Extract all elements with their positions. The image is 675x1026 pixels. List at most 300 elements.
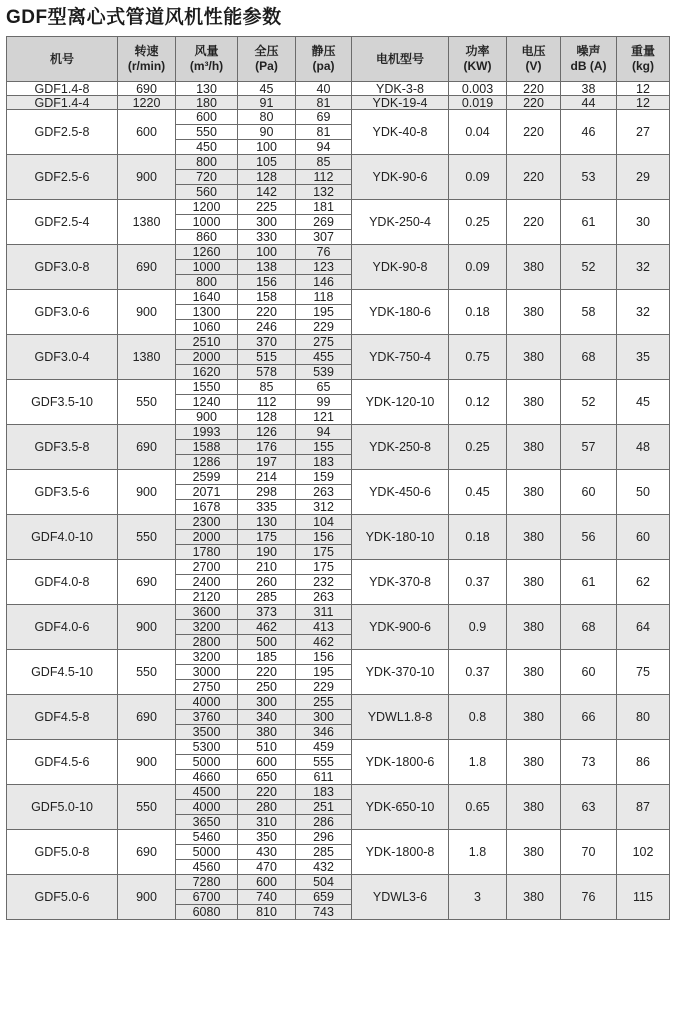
header-flow: 风量 (m³/h) (176, 37, 238, 82)
power-cell: 0.37 (449, 560, 507, 605)
flow-cell: 2400 (176, 575, 238, 590)
flow-cell: 3200 (176, 650, 238, 665)
flow-cell: 5460 (176, 830, 238, 845)
noise-cell: 60 (561, 650, 617, 695)
static-pressure-cell: 232 (296, 575, 352, 590)
flow-cell: 1240 (176, 395, 238, 410)
static-pressure-cell: 263 (296, 590, 352, 605)
power-cell: 0.37 (449, 650, 507, 695)
motor-cell: YDK-3-8 (352, 82, 449, 96)
flow-cell: 720 (176, 170, 238, 185)
flow-cell: 1620 (176, 365, 238, 380)
power-cell: 1.8 (449, 830, 507, 875)
total-pressure-cell: 210 (238, 560, 296, 575)
static-pressure-cell: 85 (296, 155, 352, 170)
weight-cell: 50 (617, 470, 670, 515)
static-pressure-cell: 311 (296, 605, 352, 620)
total-pressure-cell: 260 (238, 575, 296, 590)
flow-cell: 1000 (176, 215, 238, 230)
speed-cell: 1380 (118, 200, 176, 245)
flow-cell: 2510 (176, 335, 238, 350)
flow-cell: 1678 (176, 500, 238, 515)
static-pressure-cell: 195 (296, 665, 352, 680)
header-weight: 重量 (kg) (617, 37, 670, 82)
voltage-cell: 380 (507, 380, 561, 425)
static-pressure-cell: 155 (296, 440, 352, 455)
static-pressure-cell: 81 (296, 125, 352, 140)
power-cell: 0.09 (449, 155, 507, 200)
total-pressure-cell: 220 (238, 785, 296, 800)
motor-cell: YDK-250-8 (352, 425, 449, 470)
flow-cell: 3200 (176, 620, 238, 635)
motor-cell: YDK-1800-8 (352, 830, 449, 875)
model-cell: GDF3.5-6 (7, 470, 118, 515)
noise-cell: 56 (561, 515, 617, 560)
weight-cell: 80 (617, 695, 670, 740)
voltage-cell: 380 (507, 785, 561, 830)
header-motor: 电机型号 (352, 37, 449, 82)
static-pressure-cell: 255 (296, 695, 352, 710)
flow-cell: 800 (176, 155, 238, 170)
motor-cell: YDK-370-10 (352, 650, 449, 695)
total-pressure-cell: 373 (238, 605, 296, 620)
header-voltage: 电压 (V) (507, 37, 561, 82)
weight-cell: 29 (617, 155, 670, 200)
weight-cell: 12 (617, 96, 670, 110)
motor-cell: YDK-1800-6 (352, 740, 449, 785)
weight-cell: 27 (617, 110, 670, 155)
header-speed: 转速 (r/min) (118, 37, 176, 82)
weight-cell: 86 (617, 740, 670, 785)
static-pressure-cell: 300 (296, 710, 352, 725)
speed-cell: 900 (118, 740, 176, 785)
speed-cell: 900 (118, 470, 176, 515)
flow-cell: 1060 (176, 320, 238, 335)
power-cell: 0.09 (449, 245, 507, 290)
noise-cell: 63 (561, 785, 617, 830)
table-row (7, 605, 670, 620)
total-pressure-cell: 300 (238, 215, 296, 230)
total-pressure-cell: 250 (238, 680, 296, 695)
model-cell: GDF1.4-4 (7, 96, 118, 110)
model-cell: GDF3.0-8 (7, 245, 118, 290)
motor-cell: YDWL1.8-8 (352, 695, 449, 740)
static-pressure-cell: 286 (296, 815, 352, 830)
static-pressure-cell: 462 (296, 635, 352, 650)
flow-cell: 3650 (176, 815, 238, 830)
noise-cell: 70 (561, 830, 617, 875)
noise-cell: 53 (561, 155, 617, 200)
static-pressure-cell: 175 (296, 545, 352, 560)
table-row (7, 785, 670, 800)
table-body (7, 82, 670, 920)
voltage-cell: 380 (507, 695, 561, 740)
flow-cell: 5000 (176, 845, 238, 860)
static-pressure-cell: 539 (296, 365, 352, 380)
table-row (7, 875, 670, 890)
speed-cell: 900 (118, 605, 176, 650)
total-pressure-cell: 112 (238, 395, 296, 410)
weight-cell: 48 (617, 425, 670, 470)
voltage-cell: 380 (507, 830, 561, 875)
motor-cell: YDWL3-6 (352, 875, 449, 920)
power-cell: 0.8 (449, 695, 507, 740)
flow-cell: 560 (176, 185, 238, 200)
static-pressure-cell: 159 (296, 470, 352, 485)
model-cell: GDF4.0-8 (7, 560, 118, 605)
weight-cell: 60 (617, 515, 670, 560)
flow-cell: 1260 (176, 245, 238, 260)
speed-cell: 690 (118, 425, 176, 470)
noise-cell: 76 (561, 875, 617, 920)
speed-cell: 900 (118, 290, 176, 335)
total-pressure-cell: 810 (238, 905, 296, 920)
noise-cell: 61 (561, 560, 617, 605)
flow-cell: 3500 (176, 725, 238, 740)
total-pressure-cell: 600 (238, 755, 296, 770)
weight-cell: 64 (617, 605, 670, 650)
motor-cell: YDK-750-4 (352, 335, 449, 380)
total-pressure-cell: 462 (238, 620, 296, 635)
static-pressure-cell: 413 (296, 620, 352, 635)
static-pressure-cell: 65 (296, 380, 352, 395)
table-row (7, 470, 670, 485)
total-pressure-cell: 175 (238, 530, 296, 545)
noise-cell: 57 (561, 425, 617, 470)
model-cell: GDF3.0-6 (7, 290, 118, 335)
motor-cell: YDK-180-10 (352, 515, 449, 560)
speed-cell: 1380 (118, 335, 176, 380)
total-pressure-cell: 470 (238, 860, 296, 875)
motor-cell: YDK-40-8 (352, 110, 449, 155)
weight-cell: 75 (617, 650, 670, 695)
motor-cell: YDK-90-8 (352, 245, 449, 290)
static-pressure-cell: 94 (296, 140, 352, 155)
speed-cell: 690 (118, 560, 176, 605)
model-cell: GDF5.0-6 (7, 875, 118, 920)
total-pressure-cell: 340 (238, 710, 296, 725)
flow-cell: 2800 (176, 635, 238, 650)
total-pressure-cell: 80 (238, 110, 296, 125)
static-pressure-cell: 156 (296, 650, 352, 665)
total-pressure-cell: 91 (238, 96, 296, 110)
total-pressure-cell: 126 (238, 425, 296, 440)
table-row (7, 740, 670, 755)
voltage-cell: 380 (507, 650, 561, 695)
noise-cell: 61 (561, 200, 617, 245)
flow-cell: 450 (176, 140, 238, 155)
static-pressure-cell: 285 (296, 845, 352, 860)
model-cell: GDF4.5-6 (7, 740, 118, 785)
table-row (7, 515, 670, 530)
flow-cell: 5000 (176, 755, 238, 770)
model-cell: GDF3.5-10 (7, 380, 118, 425)
total-pressure-cell: 100 (238, 245, 296, 260)
voltage-cell: 380 (507, 875, 561, 920)
weight-cell: 102 (617, 830, 670, 875)
total-pressure-cell: 330 (238, 230, 296, 245)
flow-cell: 5300 (176, 740, 238, 755)
voltage-cell: 220 (507, 155, 561, 200)
model-cell: GDF5.0-8 (7, 830, 118, 875)
table-row (7, 695, 670, 710)
motor-cell: YDK-19-4 (352, 96, 449, 110)
static-pressure-cell: 659 (296, 890, 352, 905)
flow-cell: 2071 (176, 485, 238, 500)
total-pressure-cell: 138 (238, 260, 296, 275)
static-pressure-cell: 183 (296, 785, 352, 800)
speed-cell: 600 (118, 110, 176, 155)
static-pressure-cell: 263 (296, 485, 352, 500)
power-cell: 1.8 (449, 740, 507, 785)
flow-cell: 800 (176, 275, 238, 290)
noise-cell: 68 (561, 605, 617, 650)
total-pressure-cell: 85 (238, 380, 296, 395)
total-pressure-cell: 225 (238, 200, 296, 215)
power-cell: 0.25 (449, 425, 507, 470)
static-pressure-cell: 175 (296, 560, 352, 575)
noise-cell: 66 (561, 695, 617, 740)
table-row (7, 650, 670, 665)
flow-cell: 1300 (176, 305, 238, 320)
motor-cell: YDK-900-6 (352, 605, 449, 650)
total-pressure-cell: 105 (238, 155, 296, 170)
flow-cell: 1000 (176, 260, 238, 275)
table-row (7, 96, 670, 110)
model-cell: GDF4.5-8 (7, 695, 118, 740)
total-pressure-cell: 650 (238, 770, 296, 785)
total-pressure-cell: 176 (238, 440, 296, 455)
noise-cell: 46 (561, 110, 617, 155)
power-cell: 0.75 (449, 335, 507, 380)
flow-cell: 3760 (176, 710, 238, 725)
static-pressure-cell: 195 (296, 305, 352, 320)
speed-cell: 690 (118, 695, 176, 740)
weight-cell: 12 (617, 82, 670, 96)
speed-cell: 900 (118, 155, 176, 200)
motor-cell: YDK-250-4 (352, 200, 449, 245)
flow-cell: 900 (176, 410, 238, 425)
flow-cell: 4000 (176, 800, 238, 815)
voltage-cell: 380 (507, 290, 561, 335)
table-row (7, 155, 670, 170)
header-noise: 噪声 dB (A) (561, 37, 617, 82)
power-cell: 0.003 (449, 82, 507, 96)
weight-cell: 32 (617, 290, 670, 335)
weight-cell: 30 (617, 200, 670, 245)
static-pressure-cell: 229 (296, 680, 352, 695)
motor-cell: YDK-370-8 (352, 560, 449, 605)
speed-cell: 550 (118, 515, 176, 560)
total-pressure-cell: 142 (238, 185, 296, 200)
table-row (7, 830, 670, 845)
flow-cell: 130 (176, 82, 238, 96)
static-pressure-cell: 118 (296, 290, 352, 305)
total-pressure-cell: 90 (238, 125, 296, 140)
model-cell: GDF2.5-8 (7, 110, 118, 155)
voltage-cell: 220 (507, 96, 561, 110)
speed-cell: 550 (118, 785, 176, 830)
speed-cell: 1220 (118, 96, 176, 110)
static-pressure-cell: 555 (296, 755, 352, 770)
flow-cell: 2700 (176, 560, 238, 575)
static-pressure-cell: 743 (296, 905, 352, 920)
total-pressure-cell: 214 (238, 470, 296, 485)
total-pressure-cell: 600 (238, 875, 296, 890)
flow-cell: 2000 (176, 530, 238, 545)
static-pressure-cell: 269 (296, 215, 352, 230)
static-pressure-cell: 229 (296, 320, 352, 335)
total-pressure-cell: 280 (238, 800, 296, 815)
noise-cell: 52 (561, 380, 617, 425)
flow-cell: 1200 (176, 200, 238, 215)
total-pressure-cell: 128 (238, 170, 296, 185)
power-cell: 0.18 (449, 515, 507, 560)
speed-cell: 690 (118, 245, 176, 290)
total-pressure-cell: 515 (238, 350, 296, 365)
flow-cell: 3000 (176, 665, 238, 680)
fan-performance-table (6, 36, 670, 920)
static-pressure-cell: 132 (296, 185, 352, 200)
model-cell: GDF4.0-10 (7, 515, 118, 560)
total-pressure-cell: 430 (238, 845, 296, 860)
table-row (7, 425, 670, 440)
flow-cell: 4000 (176, 695, 238, 710)
total-pressure-cell: 197 (238, 455, 296, 470)
header-power: 功率 (KW) (449, 37, 507, 82)
total-pressure-cell: 156 (238, 275, 296, 290)
noise-cell: 44 (561, 96, 617, 110)
weight-cell: 32 (617, 245, 670, 290)
voltage-cell: 380 (507, 605, 561, 650)
table-row (7, 200, 670, 215)
flow-cell: 4560 (176, 860, 238, 875)
voltage-cell: 380 (507, 515, 561, 560)
model-cell: GDF1.4-8 (7, 82, 118, 96)
voltage-cell: 220 (507, 200, 561, 245)
static-pressure-cell: 183 (296, 455, 352, 470)
weight-cell: 115 (617, 875, 670, 920)
table-row (7, 245, 670, 260)
flow-cell: 2599 (176, 470, 238, 485)
header-static-pressure: 静压 (pa) (296, 37, 352, 82)
flow-cell: 2000 (176, 350, 238, 365)
static-pressure-cell: 346 (296, 725, 352, 740)
speed-cell: 690 (118, 82, 176, 96)
model-cell: GDF3.5-8 (7, 425, 118, 470)
voltage-cell: 380 (507, 470, 561, 515)
static-pressure-cell: 81 (296, 96, 352, 110)
table-row (7, 335, 670, 350)
total-pressure-cell: 185 (238, 650, 296, 665)
total-pressure-cell: 220 (238, 305, 296, 320)
total-pressure-cell: 128 (238, 410, 296, 425)
static-pressure-cell: 156 (296, 530, 352, 545)
motor-cell: YDK-450-6 (352, 470, 449, 515)
flow-cell: 1780 (176, 545, 238, 560)
voltage-cell: 380 (507, 245, 561, 290)
flow-cell: 6080 (176, 905, 238, 920)
noise-cell: 38 (561, 82, 617, 96)
flow-cell: 4660 (176, 770, 238, 785)
total-pressure-cell: 220 (238, 665, 296, 680)
total-pressure-cell: 370 (238, 335, 296, 350)
voltage-cell: 380 (507, 425, 561, 470)
voltage-cell: 220 (507, 110, 561, 155)
flow-cell: 1550 (176, 380, 238, 395)
static-pressure-cell: 251 (296, 800, 352, 815)
static-pressure-cell: 181 (296, 200, 352, 215)
total-pressure-cell: 100 (238, 140, 296, 155)
power-cell: 0.04 (449, 110, 507, 155)
model-cell: GDF4.0-6 (7, 605, 118, 650)
total-pressure-cell: 298 (238, 485, 296, 500)
header-row (7, 37, 670, 82)
page-title: GDF型离心式管道风机性能参数 (6, 7, 282, 28)
flow-cell: 180 (176, 96, 238, 110)
static-pressure-cell: 275 (296, 335, 352, 350)
noise-cell: 73 (561, 740, 617, 785)
flow-cell: 1588 (176, 440, 238, 455)
power-cell: 3 (449, 875, 507, 920)
model-cell: GDF4.5-10 (7, 650, 118, 695)
weight-cell: 45 (617, 380, 670, 425)
static-pressure-cell: 146 (296, 275, 352, 290)
voltage-cell: 220 (507, 82, 561, 96)
total-pressure-cell: 578 (238, 365, 296, 380)
header-model: 机号 (7, 37, 118, 82)
power-cell: 0.45 (449, 470, 507, 515)
power-cell: 0.12 (449, 380, 507, 425)
static-pressure-cell: 432 (296, 860, 352, 875)
static-pressure-cell: 123 (296, 260, 352, 275)
static-pressure-cell: 455 (296, 350, 352, 365)
total-pressure-cell: 45 (238, 82, 296, 96)
voltage-cell: 380 (507, 335, 561, 380)
static-pressure-cell: 611 (296, 770, 352, 785)
power-cell: 0.18 (449, 290, 507, 335)
table-row (7, 110, 670, 125)
flow-cell: 2120 (176, 590, 238, 605)
table-row (7, 380, 670, 395)
voltage-cell: 380 (507, 560, 561, 605)
power-cell: 0.019 (449, 96, 507, 110)
power-cell: 0.9 (449, 605, 507, 650)
motor-cell: YDK-90-6 (352, 155, 449, 200)
flow-cell: 2750 (176, 680, 238, 695)
total-pressure-cell: 380 (238, 725, 296, 740)
static-pressure-cell: 459 (296, 740, 352, 755)
total-pressure-cell: 158 (238, 290, 296, 305)
motor-cell: YDK-180-6 (352, 290, 449, 335)
flow-cell: 3600 (176, 605, 238, 620)
static-pressure-cell: 307 (296, 230, 352, 245)
total-pressure-cell: 510 (238, 740, 296, 755)
static-pressure-cell: 121 (296, 410, 352, 425)
noise-cell: 58 (561, 290, 617, 335)
static-pressure-cell: 76 (296, 245, 352, 260)
flow-cell: 1640 (176, 290, 238, 305)
flow-cell: 4500 (176, 785, 238, 800)
speed-cell: 550 (118, 650, 176, 695)
weight-cell: 35 (617, 335, 670, 380)
flow-cell: 600 (176, 110, 238, 125)
table-row (7, 82, 670, 96)
static-pressure-cell: 504 (296, 875, 352, 890)
total-pressure-cell: 740 (238, 890, 296, 905)
total-pressure-cell: 285 (238, 590, 296, 605)
voltage-cell: 380 (507, 740, 561, 785)
